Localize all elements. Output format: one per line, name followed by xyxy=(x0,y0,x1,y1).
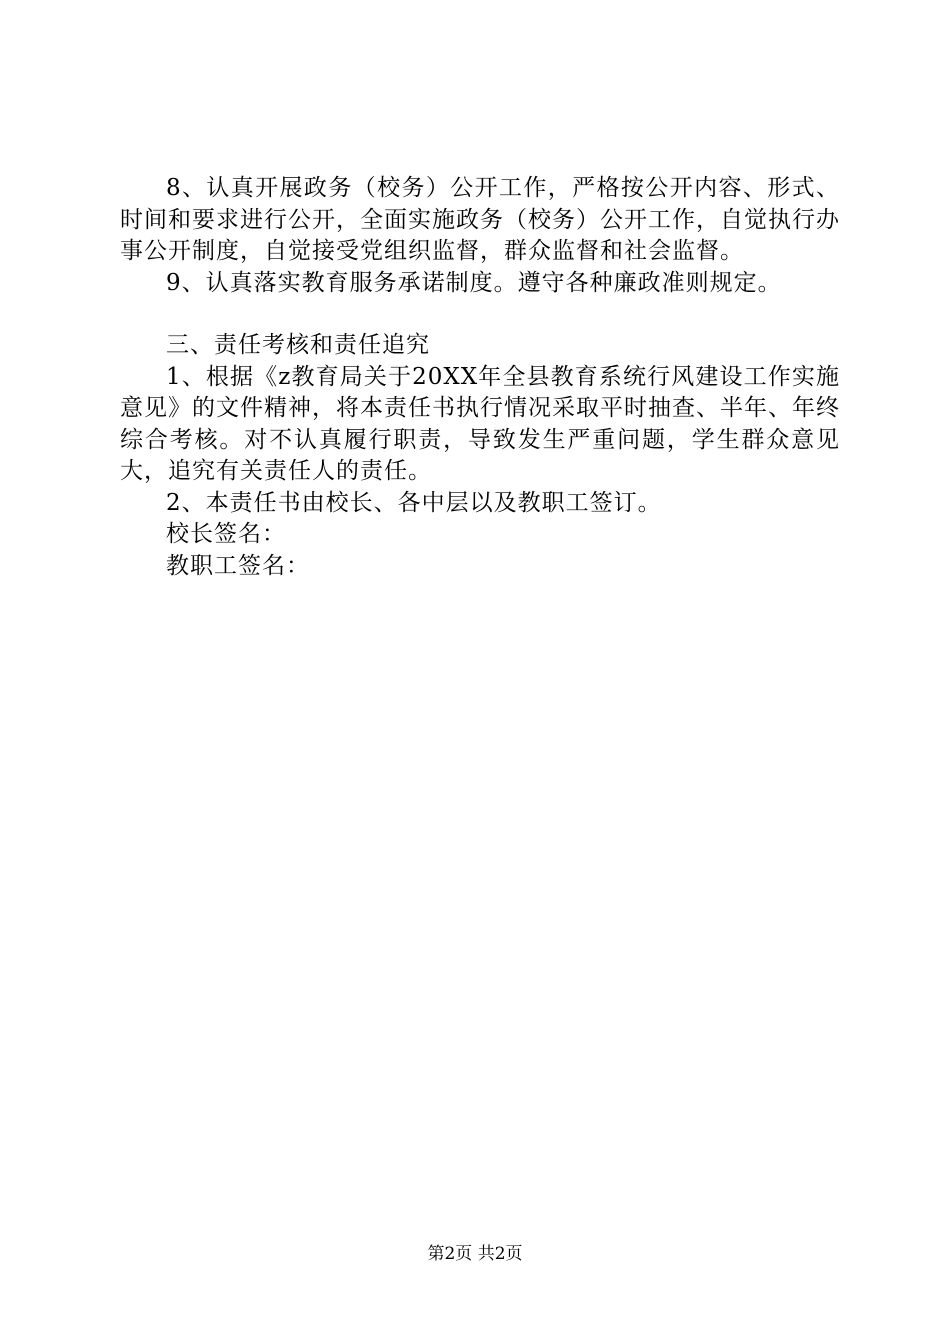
paragraph-spacer xyxy=(120,299,840,330)
section-heading-3: 三、责任考核和责任追究 xyxy=(166,332,430,358)
staff-signature-line: 教职工签名： xyxy=(166,552,310,579)
principal-signature-line: 校长签名： xyxy=(166,521,286,547)
document-body xyxy=(120,173,840,582)
page-footer: 第2页 共2页 xyxy=(427,1244,523,1264)
section3-paragraph-1: 1、根据《z教育局关于20XX年全县教育系统行风建设工作实施意见》的文件精神，将本责任书执行情况采取平时抽查、半年、年终综合考核。对不认真履行职责，导致发生严重问题，学生群众意见大，追究有关责任人的责任。 xyxy=(120,363,840,484)
paragraph-item-8: 8、认真开展政务（校务）公开工作，严格按公开内容、形式、时间和要求进行公开，全面实施政务（校务）公开工作，自觉执行办事公开制度，自觉接受党组织监督，群众监督和社会监督。 xyxy=(120,175,840,264)
paragraph-item-9: 9、认真落实教育服务承诺制度。遵守各种廉政准则规定。 xyxy=(166,269,782,296)
section3-paragraph-2: 2、本责任书由校长、各中层以及教职工签订。 xyxy=(166,489,662,516)
